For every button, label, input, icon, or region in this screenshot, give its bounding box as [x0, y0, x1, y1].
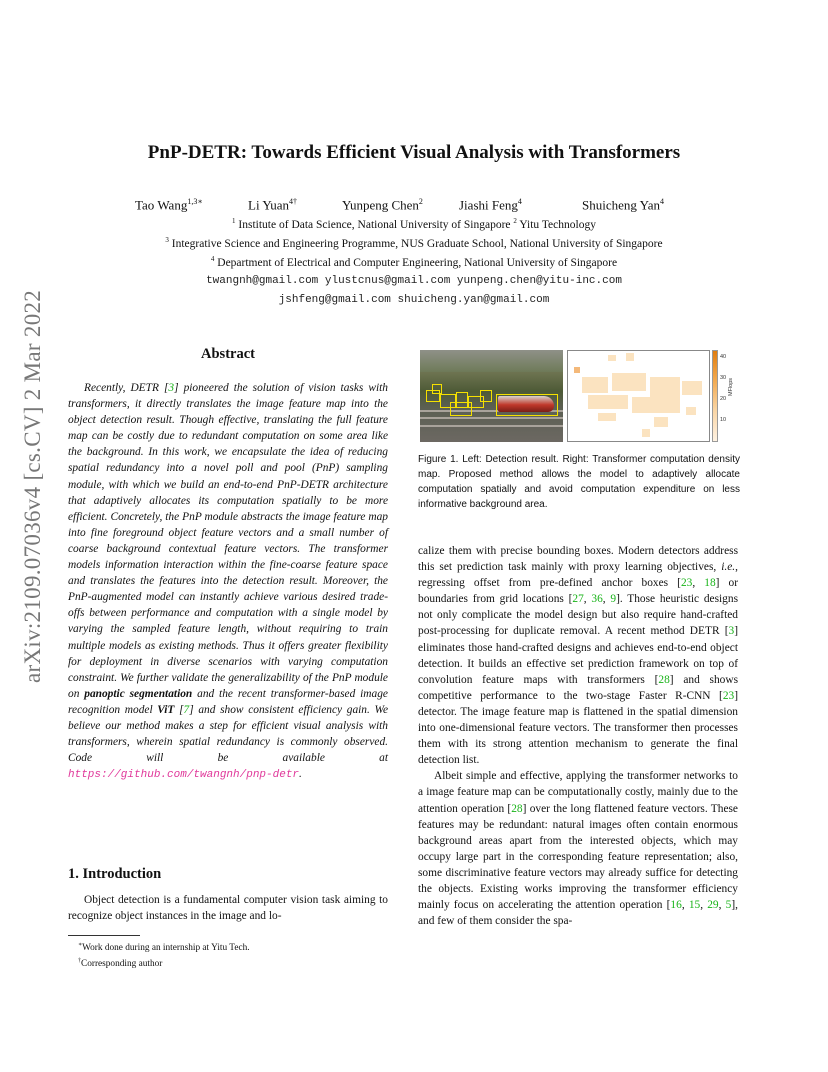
arxiv-identifier: arXiv:2109.07036v4 [cs.CV] 2 Mar 2022 [20, 290, 45, 684]
figure-caption: Figure 1. Left: Detection result. Right: Transformer computation density map. Proposed method allows the model to adaptively allocate computation spatially and avoid computation expenditure on less informative background area. [418, 454, 740, 510]
footnote-divider [68, 935, 140, 936]
affiliation-line-2: $^3$ Integrative Science and Engineering Programme, NUS Graduate School, National University of Singapore [165, 236, 663, 250]
right-column-text [418, 543, 738, 929]
citation-link[interactable]: 36 [591, 593, 603, 606]
citation-link[interactable]: 23 [722, 689, 735, 702]
affiliation-line-3: $^4$ Department of Electrical and Computer Engineering, National University of Singapore [210, 255, 618, 269]
footnote-2: †Corresponding author [78, 958, 163, 970]
citation-link[interactable]: 28 [511, 802, 523, 815]
colorbar-tick: 40 [720, 354, 727, 360]
colorbar-tick: 10 [720, 417, 727, 423]
footnotes [68, 939, 388, 971]
author-1: Tao Wang$^{1,3∗}$ [135, 197, 203, 213]
citation-link[interactable]: 3 [168, 382, 175, 394]
email-line-2: jshfeng@gmail.com shuicheng.yan@gmail.com [278, 294, 550, 306]
paper-title: PnP-DETR: Towards Efficient Visual Analysis with Transformers [147, 142, 681, 163]
citation-link[interactable]: 7 [183, 703, 190, 716]
citation-link[interactable]: 29 [707, 899, 719, 912]
citation-link[interactable]: 16 [670, 899, 682, 912]
paragraph: calize them with precise bounding boxes. Modern detectors address this set prediction task mainly with proxy learning objectives, i.e., regressing offset from pre-defined anchor boxes [23, 18] or boundaries from grid locations [27, 36, 9]. Those heuristic designs not only complicate the model design but also require hand-crafted post-processing for duplicate removal. A recent method DETR [3] eliminates those hand-crafted designs and achieves end-to-end object detection. It builds an effective set prediction framework on top of convolution feature maps with transformers [28] and shows competitive performance to the two-stage Faster R-CNN [23] detector. The image feature map is flattened in the spatial dimension into one-dimensional feature vectors. The transformer then processes them with its strong attention mechanism to generate the final detection list. [418, 545, 739, 767]
citation-link[interactable]: 9 [610, 593, 617, 606]
email-line-1: twangnh@gmail.com ylustcnus@gmail.com yunpeng.chen@yitu-inc.com [206, 275, 622, 287]
colorbar-tick: 20 [720, 396, 727, 402]
colorbar-tick: 30 [720, 375, 727, 381]
introduction-heading: 1. Introduction [68, 866, 162, 882]
citation-link[interactable]: 15 [688, 899, 701, 912]
author-5: Shuicheng Yan$^4$ [582, 197, 665, 213]
abstract-body: Recently, DETR [3] pioneered the solution of vision tasks with transformers, it directly translates the image feature map into the object detection result. Though effective, translating the full feature map can be costly due to redundant computation on some area like the background. In this work, we encapsulate the idea of reducing spatial redundancy into a novel poll and pool (PnP) sampling module, with which we build an end-to-end PnP-DETR architecture that adaptively allocates its computation spatially to be more efficient. Concretely, the PnP module abstracts the image feature map into fine foreground object feature vectors and a small number of coarse background contextual feature vectors. The transformer models information interaction within the fine-coarse feature space and translates the features into the detection result. Moreover, the PnP-augmented model can instantly achieve various desired trade-offs between performance and computation with a single model by varying the sampled feature length, without requiring to train multiple models as existing methods. Thus it offers greater flexibility for deployment in diverse scenarios with varying computation constraint. We further validate the generalizability of the PnP module on panoptic segmentation and the recent transformer-based image recognition model ViT [7] and show consistent efficiency gain. We believe our method makes a step for efficient visual analysis with transformers, wherein spatial redundancy is commonly observed. Code will be available at https://github.com/twangnh/pnp-detr. [68, 382, 389, 782]
citation-link[interactable]: 5 [725, 899, 732, 912]
author-4: Jiashi Feng$^4$ [459, 197, 522, 213]
paragraph: Albeit simple and effective, applying the transformer networks to a image feature map can be computationally costly, mainly due to the attention operation [28] over the long flattened feature vectors. These features may be redundant: natural images often contain enormous background areas apart from the interested objects, which may occupy large part in the corresponding feature representation; also, some discriminative feature vectors may already suffice for detecting the objects. Existing works improving the transformer efficiency mainly focus on accelerating the attention operation [16, 15, 29, 5], and few of them consider the spa- [418, 770, 738, 928]
citation-link[interactable]: 28 [658, 673, 670, 686]
citation-link[interactable]: 27 [572, 593, 584, 606]
detection-result-image [420, 350, 563, 442]
computation-density-map [567, 350, 710, 442]
author-2: Li Yuan$^{4\dagger}$ [248, 197, 298, 213]
affiliation-line-1: $^1$ Institute of Data Science, National University of Singapore $^2$ Yitu Technology [232, 217, 596, 231]
citation-link[interactable]: 18 [704, 577, 716, 590]
footnote-1: ∗Work done during an internship at Yitu Tech. [78, 942, 250, 954]
colorbar [712, 350, 718, 442]
abstract-heading: Abstract [201, 346, 255, 362]
citation-link[interactable]: 3 [728, 625, 735, 638]
citation-link[interactable]: 23 [680, 577, 693, 590]
author-3: Yunpeng Chen$^2$ [342, 197, 423, 213]
colorbar-label: MFlops [728, 377, 734, 396]
introduction-text: Object detection is a fundamental computer vision task aiming to recognize object instances in the image and lo- [68, 894, 388, 923]
code-url-link[interactable]: https://github.com/twangnh/pnp-detr [68, 769, 300, 782]
